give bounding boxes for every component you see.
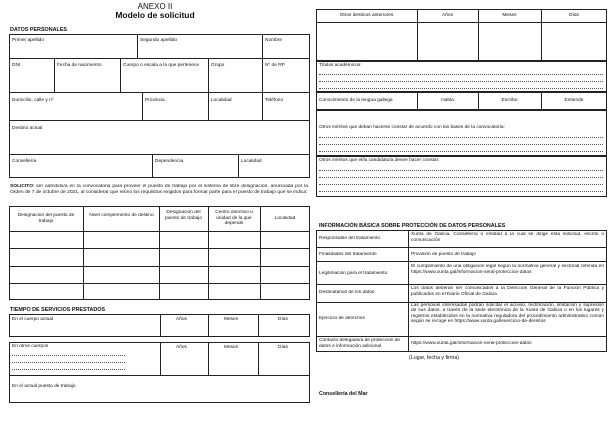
otros-cuerpos-anos[interactable]: Años	[176, 345, 187, 350]
tiempo-heading: TIEMPO DE SERVICIOS PRESTADOS	[10, 307, 106, 313]
grupo-field[interactable]: Grupo	[211, 63, 225, 68]
localidad-field[interactable]: Localidad	[211, 98, 232, 103]
datos-personales-heading: DATOS PERSONALES	[10, 27, 68, 33]
lengua-gallega-label: Conocimiento de la lengua gallega	[319, 98, 393, 103]
otros-meritos-label: Otros méritos que deban hacerse constar de acuerdo con las bases de la convocatoria:	[319, 125, 505, 130]
destinatarios-label: Destinatarios de los datos	[319, 290, 375, 295]
th-designacion: Designación del puesto de trabajo	[17, 213, 75, 224]
solicito-paragraph	[10, 184, 308, 197]
destinatarios-value: Los datos deberán ser comunicados a la Dirección General de la Función Pública y publicados en el Diario Oficial de Galicia	[411, 286, 604, 297]
otros-cuerpos-dias[interactable]: Días	[278, 345, 288, 350]
telefono-field[interactable]: Teléfono	[265, 98, 284, 103]
responsable-label: Responsable del tratamiento	[319, 236, 381, 241]
dni-field[interactable]: DNI	[12, 63, 21, 68]
cuerpo-field[interactable]: Cuerpo o escala a la que pertenece	[123, 63, 200, 68]
otros-datos-label: Otros méritos que el/la candidato/a desee hacer constar:	[319, 158, 440, 163]
nrp-field[interactable]: Nº de RP	[265, 63, 285, 68]
conselleria-destinatario: Consellería del Mar	[319, 391, 368, 397]
localidad2-field[interactable]: Localidad	[241, 159, 262, 164]
segundo-apellido-field[interactable]: Segundo apellido	[140, 38, 178, 43]
proteccion-heading: INFORMACIÓN BÁSICA SOBRE PROTECCIÓN DE DATOS PERSONALES	[319, 223, 506, 229]
cuerpo-actual-label: En el cuerpo actual	[12, 317, 54, 322]
derechos-value: Las personas interesadas podrán solicitar el acceso, rectificación, limitación y supresión de sus datos, a través de la sede electrónica de la Xunta de Galicia o en los lugares y registros establecidos en la normativa reguladora del procedimiento administrativo común según se recoge en https://www.xunta.gal/exercicio-de-dereitos	[411, 303, 604, 324]
otros-destinos-header: Otros destinos anteriores	[339, 13, 394, 18]
legitimacion-label: Legitimación para el tratamiento	[319, 271, 388, 276]
provincia-field[interactable]: Provincia	[145, 98, 165, 103]
solicito-label: SOLICITO	[10, 184, 34, 189]
entiende-option[interactable]: Entiende	[564, 98, 584, 103]
otros-destinos-anos: Años	[442, 13, 453, 18]
conselleria-field[interactable]: Consellería	[12, 159, 37, 164]
primer-apellido-field[interactable]: Primer apellido	[12, 38, 44, 43]
finalidades-value: Provisión de puesto de trabajo	[411, 252, 476, 257]
legitimacion-value: El cumplimiento de una obligación legal según la normativa general y sectorial referida en https://www.xunta.gal/informacion-xeral-proteccion-datos	[411, 264, 604, 275]
titulos-label: Títulos académicos:	[319, 63, 362, 68]
domicilio-field[interactable]: Domicilio, calle y nº	[12, 98, 54, 103]
fecha-nacimiento-field[interactable]: Fecha de nacimiento	[57, 63, 102, 68]
solicito-text: : ser admitido/a en la convocatoria para proveer el puesto de trabajo por el sistema de libre designación, anunciada por la Orden de 7 de octubre de 2021, al considerar que reúno los requisitos exigidos para formar parte para el puesto de trabajo que se indica:	[10, 184, 308, 196]
destino-actual-field[interactable]: Destino actual	[12, 126, 43, 131]
escribe-option[interactable]: Escribe	[501, 98, 518, 103]
cuerpo-actual-anos[interactable]: Años	[176, 317, 187, 322]
dependencia-field[interactable]: Dependencia	[155, 159, 184, 164]
otros-cuerpos-label: En otros cuerpos	[12, 344, 49, 349]
cuerpo-actual-dias[interactable]: Días	[278, 317, 288, 322]
puesto-actual-label: En el actual puesto de trabajo	[12, 384, 76, 389]
annex-label: ANEXO II	[137, 2, 173, 11]
th-designacion-2: Designación del puesto de trabajo	[164, 210, 203, 221]
otros-destinos-meses: Meses	[502, 13, 517, 18]
responsable-value: Xunta de Galicia. Consellería o entidad a la cual se dirige esta solicitud, escrito o comunicación	[411, 232, 604, 243]
th-centro-directivo: Centro directivo u unidad de la que depende	[215, 210, 253, 227]
contacto-label: Contacto delegado/a de protección de datos e información adicional	[319, 338, 401, 349]
contacto-value: https://www.xunta.gal/informacion-xeral-proteccion-datos	[411, 341, 532, 346]
personal-data-grid	[9, 34, 310, 178]
lugar-fecha-firma: (Lugar, fecha y firma)	[409, 355, 460, 361]
finalidades-label: Finalidades del tratamiento	[319, 252, 377, 257]
nombre-field[interactable]: Nombre	[265, 38, 283, 43]
otros-meritos-box	[316, 110, 607, 156]
cuerpo-actual-meses[interactable]: Meses	[224, 317, 239, 322]
otros-destinos-dias: Días	[569, 13, 579, 18]
derechos-label: Ejercicio de derechos	[319, 316, 365, 321]
form-title: Modelo de solicitud	[115, 10, 195, 20]
th-nivel: Nivel complemento de destino	[89, 213, 154, 218]
habla-option[interactable]: Habla	[441, 98, 454, 103]
otros-cuerpos-meses[interactable]: Meses	[224, 345, 239, 350]
th-localidad: Localidad	[274, 216, 296, 221]
